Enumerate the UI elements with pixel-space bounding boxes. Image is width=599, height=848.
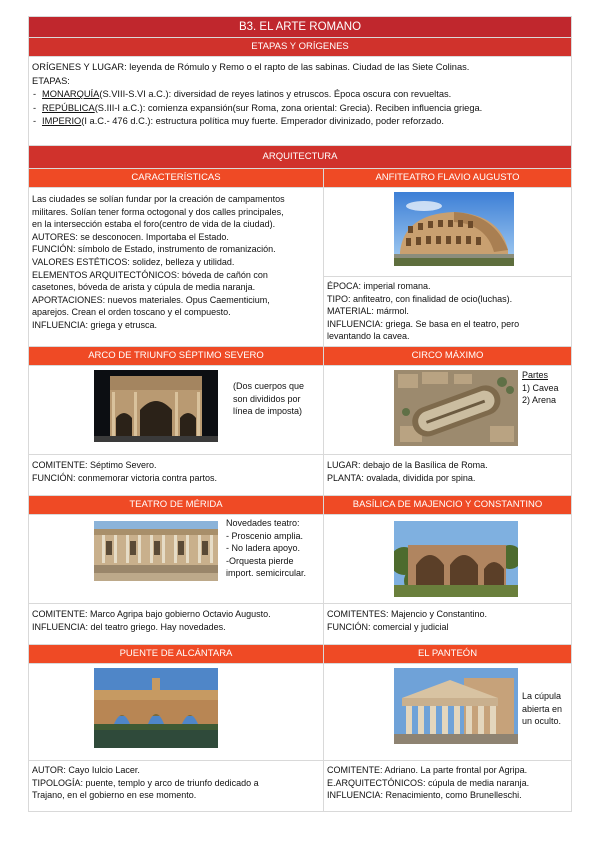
novedad-item: - No ladera apoyo. (226, 543, 301, 554)
circo-parts (522, 369, 568, 407)
text-line: VALORES ESTÉTICOS: solidez, belleza y utilidad. (32, 256, 235, 267)
etapas-header: ETAPAS Y ORÍGENES (29, 38, 572, 57)
teatro-text (29, 603, 324, 644)
document-sheet (28, 16, 571, 812)
theater-image (94, 521, 218, 581)
text-line: TIPO: anfiteatro, con finalidad de ocio(luchas). (327, 293, 513, 304)
circo-part: 1) Cavea (522, 382, 559, 393)
caracteristicas-text (29, 188, 324, 347)
text-line: AUTOR: Cayo Iulcio Lacer. (32, 764, 140, 775)
text-line: Trajano, en el gobierno en ese momento. (32, 790, 197, 801)
circus-maximus-image (394, 370, 518, 446)
circo-image-cell (324, 365, 572, 454)
etapas-section (29, 57, 572, 146)
circo-header: CIRCO MÁXIMO (324, 346, 572, 365)
summary-table (28, 16, 572, 812)
origenes-label: ORÍGENES Y LUGAR (32, 62, 125, 72)
puente-header: PUENTE DE ALCÁNTARA (29, 644, 324, 663)
etapa-imperio (32, 115, 568, 129)
arco-image-cell (29, 365, 324, 454)
arch-image (94, 370, 218, 442)
text-line: LUGAR: debajo de la Basílica de Roma. (327, 459, 488, 470)
text-line: casetones, bóveda de arista y cúpula de media naranja. (32, 282, 256, 293)
circo-part: 2) Arena (522, 395, 557, 406)
colosseum-image-cell (324, 188, 572, 277)
text-line: TIPOLOGÍA: puente, templo y arco de triunfo dedicado a (32, 777, 259, 788)
text-line: aparejos. Crean el orden toscano y el compuesto. (32, 307, 231, 318)
panteon-side-note: La cúpula abierta en un oculto. (522, 690, 563, 727)
text-line: militares. Solían tener forma octogonal y dos calles principales, (32, 206, 284, 217)
origenes-line (32, 61, 568, 75)
text-line: AUTORES: se desconocen. Importaba el Estado. (32, 231, 229, 242)
puente-text (29, 760, 324, 811)
etapa-monarquia (32, 88, 568, 102)
panteon-header: EL PANTEÓN (324, 644, 572, 663)
teatro-image-cell (29, 514, 324, 603)
basilica-text (324, 603, 572, 644)
arco-text (29, 454, 324, 495)
basilica-image (394, 521, 518, 597)
etapa-desc: (S.III-I a.C.): comienza expansión(sur Roma, zona oriental: Grecia). Reciben influencia griega. (94, 102, 483, 113)
text-line: PLANTA: ovalada, dividida por spina. (327, 472, 476, 483)
etapa-desc: (S.VIII-S.VI a.C.): diversidad de reyes latinos y etruscos. Época oscura con revueltas. (99, 89, 452, 100)
text-line: INFLUENCIA: griega y etrusca. (32, 319, 158, 330)
text-line: APORTACIONES: nuevos materiales. Opus Caementicium, (32, 294, 270, 305)
bridge-image (94, 668, 218, 748)
colosseum-image (394, 192, 514, 266)
novedad-item: - Proscenio amplia. (226, 530, 304, 541)
etapa-desc: (I a.C.- 476 d.C.): estructura política muy fuerte. Emperador divinizado, poder reforzado. (81, 116, 445, 127)
circo-text (324, 454, 572, 495)
text-line: FUNCIÓN: comercial y judicial (327, 621, 449, 632)
text-line: en la intersección estaba el foro(centro de vida de la ciudad). (32, 219, 276, 230)
text-line: E.ARQUITECTÓNICOS: cúpula de media naranja. (327, 777, 530, 788)
text-line: ELEMENTOS ARQUITECTÓNICOS: bóveda de cañón con (32, 269, 268, 280)
text-line: COMITENTE: Adriano. La parte frontal por Agripa. (327, 764, 528, 775)
arquitectura-header: ARQUITECTURA (29, 146, 572, 169)
panteon-image-cell (324, 663, 572, 760)
pantheon-image (394, 668, 518, 744)
panteon-text (324, 760, 572, 811)
anfiteatro-header: ANFITEATRO FLAVIO AUGUSTO (324, 169, 572, 188)
etapas-label: ETAPAS: (32, 75, 70, 86)
text-line: ÉPOCA: imperial romana. (327, 281, 431, 291)
basilica-image-cell (324, 514, 572, 603)
teatro-novedades (226, 517, 322, 580)
text-line: INFLUENCIA: del teatro griego. Hay novedades. (32, 621, 226, 632)
text-line: FUNCIÓN: conmemorar victoria contra partos. (32, 472, 218, 483)
text-line: MATERIAL: mármol. (327, 306, 409, 317)
page-title: B3. EL ARTE ROMANO (29, 17, 572, 38)
text-line: Las ciudades se solían fundar por la creación de campamentos (32, 194, 285, 204)
text-line: COMITENTE: Séptimo Severo. (32, 459, 157, 470)
text-line: INFLUENCIA: griega. Se basa en el teatro, pero (327, 318, 520, 329)
origenes-text: : leyenda de Rómulo y Remo o el rapto de las sabinas. Ciudad de las Siete Colinas. (124, 62, 470, 72)
etapa-name: REPÚBLICA (42, 102, 95, 113)
caracteristicas-header: CARACTERÍSTICAS (29, 169, 324, 188)
text-line: COMITENTE: Marco Agripa bajo gobierno Octavio Augusto. (32, 608, 271, 619)
novedad-item: -Orquesta pierde import. semicircular. (226, 555, 307, 579)
etapas-list (32, 88, 568, 129)
text-line: COMITENTES: Majencio y Constantino. (327, 608, 488, 619)
teatro-header: TEATRO DE MÉRIDA (29, 495, 324, 514)
etapa-name: MONARQUÍA (42, 89, 100, 100)
basilica-header: BASÍLICA DE MAJENCIO Y CONSTANTINO (324, 495, 572, 514)
text-line: FUNCIÓN: símbolo de Estado, instrumento de romanización. (32, 244, 276, 255)
arco-header: ARCO DE TRIUNFO SÉPTIMO SEVERO (29, 346, 324, 365)
circo-parts-title: Partes (522, 369, 549, 380)
etapa-republica (32, 102, 568, 116)
arco-side-note: (Dos cuerpos que son divididos por línea de imposta) (233, 380, 305, 417)
teatro-novedades-title: Novedades teatro: (226, 517, 300, 528)
puente-image-cell (29, 663, 324, 760)
anfiteatro-text (324, 277, 572, 347)
text-line: INFLUENCIA: Renacimiento, como Brunelleschi. (327, 790, 522, 801)
text-line: levantando la cavea. (327, 331, 410, 342)
etapa-name: IMPERIO (42, 116, 82, 127)
